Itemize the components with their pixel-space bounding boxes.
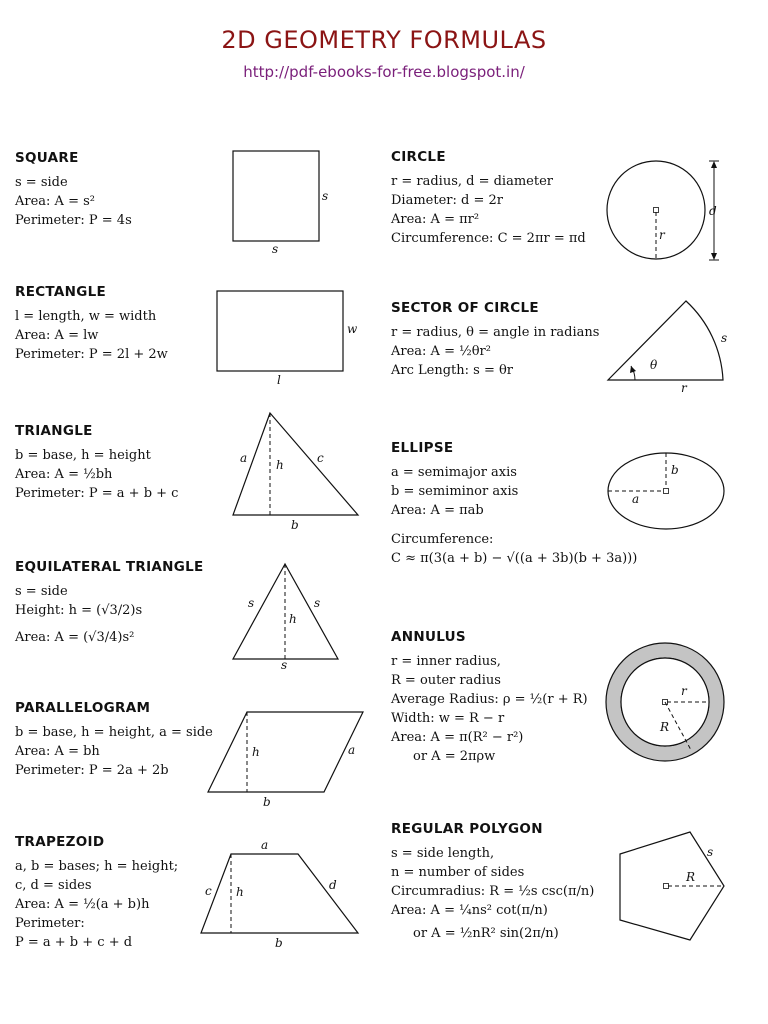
section-triangle [15, 423, 178, 503]
label-s: s [707, 845, 714, 859]
formula-line: b = base, h = height, a = side [15, 725, 213, 740]
section-trapezoid [15, 834, 178, 952]
formula-line: P = a + b + c + d [15, 935, 133, 950]
formula-line: Area: A = ¼ns² cot(π/n) [391, 903, 548, 918]
formula-line: l = length, w = width [15, 309, 157, 324]
section-circle [391, 149, 586, 248]
formula-line: Area: A = (√3/4)s² [15, 630, 135, 645]
label-s: s [272, 242, 279, 256]
label-r: r [681, 684, 687, 698]
label-s: s [322, 189, 329, 203]
label-c: c [317, 451, 324, 465]
trapezoid-figure [195, 835, 370, 955]
label-a: a [348, 743, 356, 757]
formula-line: R = outer radius [391, 673, 501, 688]
formula-line: C ≈ π(3(a + b) − √((a + 3b)(b + 3a))) [391, 551, 638, 566]
circle-figure [600, 155, 730, 267]
label-a: a [261, 838, 269, 852]
formula-line: or A = ½nR² sin(2π/n) [413, 926, 559, 941]
label-l: l [277, 373, 281, 387]
formula-line: Width: w = R − r [391, 711, 505, 726]
section-title: CIRCLE [391, 149, 446, 165]
sector-figure [600, 295, 740, 400]
label-h: h [289, 612, 297, 626]
formula-line: r = radius, θ = angle in radians [391, 325, 600, 340]
section-sector [391, 300, 599, 380]
formula-line: Area: A = π(R² − r²) [391, 730, 524, 745]
label-d: d [329, 878, 337, 892]
label-s: s [248, 596, 255, 610]
section-title: RECTANGLE [15, 284, 107, 300]
formula-line: a = semimajor axis [391, 465, 517, 480]
section-equilateral [15, 559, 204, 647]
formula-line: Area: A = s² [15, 194, 95, 209]
label-r: r [659, 228, 665, 242]
label-h: h [276, 458, 284, 472]
formula-line: r = radius, d = diameter [391, 174, 553, 189]
formula-line: a, b = bases; h = height; [15, 859, 179, 874]
formula-line: or A = 2πρw [413, 749, 496, 764]
label-R: R [660, 720, 670, 734]
section-title: SECTOR OF CIRCLE [391, 300, 539, 316]
label-s: s [721, 331, 728, 345]
section-title: REGULAR POLYGON [391, 821, 543, 837]
section-title: TRAPEZOID [15, 834, 105, 850]
formula-line: Area: A = bh [15, 744, 100, 759]
section-annulus [391, 629, 588, 766]
formula-line: Arc Length: s = θr [391, 363, 514, 378]
formula-line: Height: h = (√3/2)s [15, 603, 143, 618]
label-R: R [686, 870, 696, 884]
formula-line: Area: A = πab [391, 503, 484, 518]
section-title: EQUILATERAL TRIANGLE [15, 559, 204, 575]
label-d: d [709, 204, 717, 218]
formula-line: s = side length, [391, 846, 495, 861]
formula-line: Area: A = ½θr² [391, 344, 491, 359]
formula-line: Perimeter: P = 2a + 2b [15, 763, 169, 778]
label-a: a [240, 451, 248, 465]
rectangle-figure [210, 285, 360, 390]
section-title: ANNULUS [391, 629, 466, 645]
label-b: b [275, 936, 283, 950]
ellipse-figure [600, 448, 735, 538]
section-title: SQUARE [15, 150, 79, 166]
formula-line: Circumference: C = 2πr = πd [391, 231, 586, 246]
label-w: w [347, 322, 358, 336]
triangle-figure [225, 405, 365, 535]
label-s: s [281, 658, 288, 672]
source-url[interactable]: http://pdf-ebooks-for-free.blogspot.in/ [243, 63, 525, 81]
formula-line: Diameter: d = 2r [391, 193, 503, 208]
label-b: b [291, 518, 299, 532]
formula-line: s = side [15, 175, 68, 190]
formula-line: Perimeter: [15, 916, 85, 931]
section-polygon [391, 821, 594, 943]
label-b: b [671, 463, 679, 477]
label-a: a [632, 492, 640, 506]
label-h: h [236, 885, 244, 899]
formula-line: Average Radius: ρ = ½(r + R) [391, 692, 588, 707]
formula-line: Area: A = lw [15, 328, 99, 343]
square-figure [225, 145, 340, 260]
formula-line: Area: A = ½(a + b)h [15, 897, 150, 912]
label-theta: θ [650, 358, 658, 372]
formula-line: Circumradius: R = ½s csc(π/n) [391, 884, 595, 899]
formula-line: s = side [15, 584, 68, 599]
annulus-figure [600, 638, 735, 768]
section-square [15, 150, 132, 230]
formula-line: b = semiminor axis [391, 484, 519, 499]
label-c: c [205, 884, 212, 898]
label-s: s [314, 596, 321, 610]
section-title: TRIANGLE [15, 423, 93, 439]
section-rectangle [15, 284, 168, 364]
parallelogram-figure [200, 705, 370, 810]
label-b: b [263, 795, 271, 809]
formula-line: Perimeter: P = 4s [15, 213, 132, 228]
label-h: h [252, 745, 260, 759]
section-parallelogram [15, 700, 213, 780]
section-title: PARALLELOGRAM [15, 700, 151, 716]
label-r: r [681, 381, 687, 395]
section-title: ELLIPSE [391, 440, 454, 456]
formula-line: Perimeter: P = 2l + 2w [15, 347, 168, 362]
formula-line: b = base, h = height [15, 448, 151, 463]
formula-line: Circumference: [391, 532, 494, 547]
formula-line: Perimeter: P = a + b + c [15, 486, 179, 501]
page-title: 2D GEOMETRY FORMULAS [221, 26, 547, 54]
formula-line: Area: A = ½bh [15, 467, 113, 482]
formula-line: r = inner radius, [391, 654, 501, 669]
formula-line: c, d = sides [15, 878, 92, 893]
equilateral-figure [225, 556, 355, 671]
pentagon-figure [600, 818, 735, 948]
formula-line: n = number of sides [391, 865, 525, 880]
formula-line: Area: A = πr² [391, 212, 480, 227]
